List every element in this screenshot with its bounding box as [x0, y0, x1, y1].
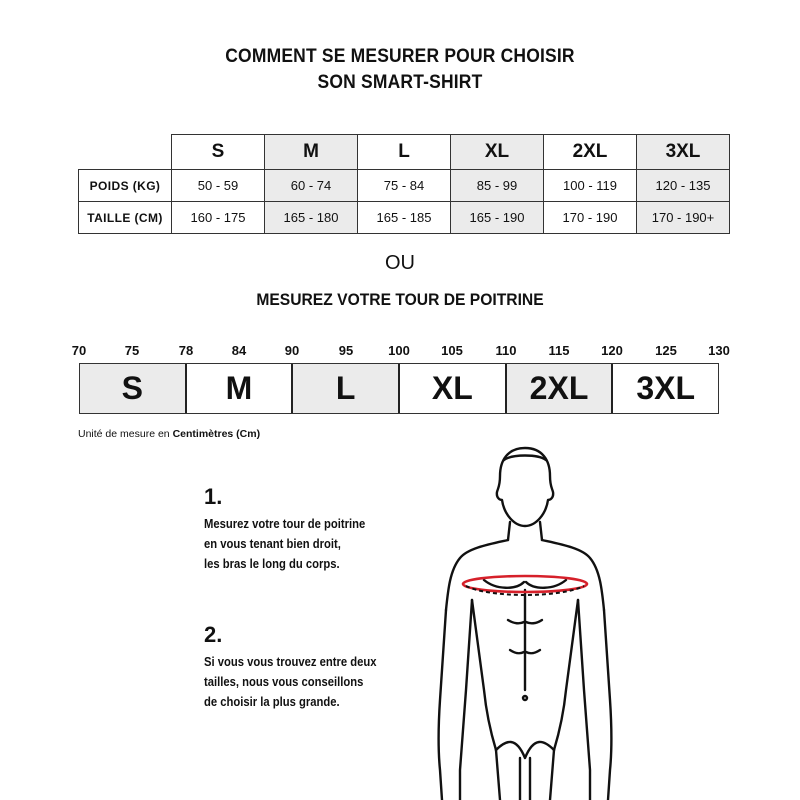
chest-size-l: L — [293, 364, 400, 413]
chest-size-3xl: 3XL — [613, 364, 718, 413]
tick-label: 75 — [124, 343, 140, 358]
step-line: tailles, nous vous conseillons — [204, 675, 364, 689]
page-title — [32, 44, 768, 96]
height-2xl: 170 - 190 — [544, 202, 637, 234]
weight-l: 75 - 84 — [358, 170, 451, 202]
step-line: Si vous vous trouvez entre deux — [204, 655, 377, 669]
weight-xl: 85 - 99 — [451, 170, 544, 202]
tick-label: 125 — [655, 343, 677, 358]
body-outline-icon — [420, 440, 630, 800]
or-label: OU — [385, 252, 415, 274]
step-text — [204, 652, 384, 712]
size-header-3xl: 3XL — [637, 135, 730, 170]
tick-label: 84 — [231, 343, 247, 358]
weight-3xl: 120 - 135 — [637, 170, 730, 202]
step-line: de choisir la plus grande. — [204, 695, 340, 709]
chest-size-s: S — [80, 364, 187, 413]
size-table — [78, 134, 730, 234]
weight-m: 60 - 74 — [265, 170, 358, 202]
size-table-header — [79, 135, 730, 170]
table-row-height — [79, 202, 730, 234]
title-line-1: COMMENT SE MESURER POUR CHOISIR — [225, 46, 575, 67]
height-m: 165 - 180 — [265, 202, 358, 234]
step-number: 2. — [204, 622, 223, 647]
title-line-2: SON SMART-SHIRT — [317, 72, 483, 93]
table-row-weight — [79, 170, 730, 202]
size-header-2xl: 2XL — [544, 135, 637, 170]
chest-size-m: M — [187, 364, 294, 413]
height-xl: 165 - 190 — [451, 202, 544, 234]
height-s: 160 - 175 — [172, 202, 265, 234]
size-header-xl: XL — [451, 135, 544, 170]
tick-label: 95 — [338, 343, 354, 358]
step-line: les bras le long du corps. — [204, 557, 340, 571]
tick-label: 105 — [441, 343, 463, 358]
step-line: Mesurez votre tour de poitrine — [204, 517, 366, 531]
weight-2xl: 100 - 119 — [544, 170, 637, 202]
step-line: en vous tenant bien droit, — [204, 537, 341, 551]
row-label-weight: POIDS (KG) — [79, 170, 172, 202]
height-l: 165 - 185 — [358, 202, 451, 234]
row-label-height: TAILLE (CM) — [79, 202, 172, 234]
tick-label: 130 — [708, 343, 730, 358]
table-corner — [79, 135, 172, 170]
size-header-m: M — [265, 135, 358, 170]
chest-title: MESUREZ VOTRE TOUR DE POITRINE — [256, 290, 544, 309]
tick-label: 90 — [284, 343, 300, 358]
step-number: 1. — [204, 484, 223, 509]
chest-size-2xl: 2XL — [507, 364, 614, 413]
tick-label: 120 — [601, 343, 623, 358]
chest-size-xl: XL — [400, 364, 507, 413]
tick-label: 115 — [548, 343, 570, 358]
tick-label: 110 — [495, 343, 517, 358]
size-header-l: L — [358, 135, 451, 170]
tick-label: 100 — [388, 343, 410, 358]
size-header-s: S — [172, 135, 265, 170]
height-3xl: 170 - 190+ — [637, 202, 730, 234]
chest-size-scale — [79, 363, 719, 414]
unit-prefix: Unité de mesure en — [78, 428, 173, 440]
tick-label: 78 — [178, 343, 194, 358]
step-2 — [204, 622, 404, 712]
step-1 — [204, 484, 404, 574]
chest-scale-ticks — [0, 343, 800, 363]
tick-label: 70 — [71, 343, 87, 358]
weight-s: 50 - 59 — [172, 170, 265, 202]
step-text — [204, 514, 384, 574]
unit-note — [78, 428, 260, 440]
unit-bold: Centimètres (Cm) — [172, 428, 261, 440]
